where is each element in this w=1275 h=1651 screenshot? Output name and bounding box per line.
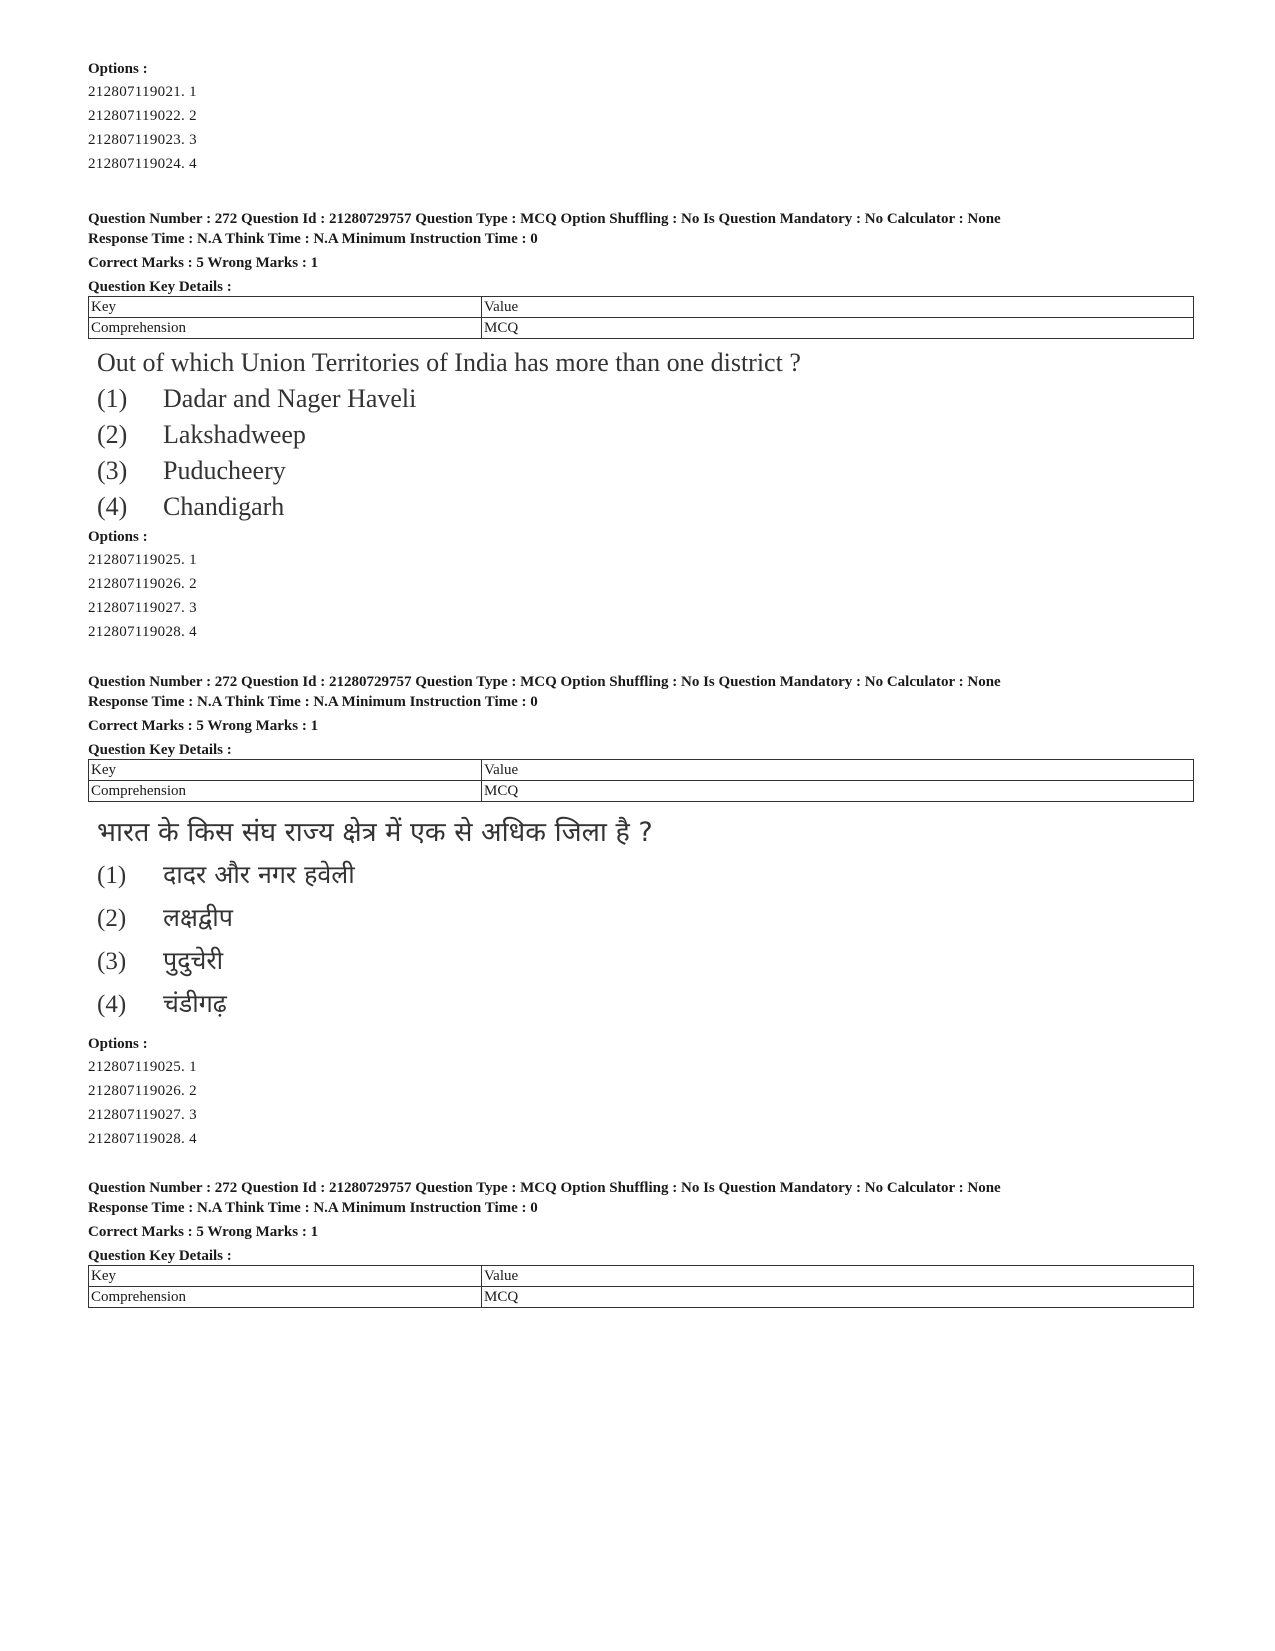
choice-number: (2) [97, 905, 127, 932]
choice-text: Dadar and Nager Haveli [163, 384, 417, 413]
table-header-key: Key [89, 1266, 482, 1287]
choice-item [97, 943, 223, 977]
option-id: 212807119026. 2 [88, 1083, 197, 1099]
table-row [89, 297, 1194, 318]
question-meta [88, 209, 1188, 297]
choice-number: (1) [97, 384, 128, 413]
question-meta-line: Question Number : 272 Question Id : 21280729757 Question Type : MCQ Option Shuffling : No Is Question Mandatory : No Calculator : None [88, 674, 1001, 690]
choice-text: Puducheery [163, 456, 286, 485]
marks-line: Correct Marks : 5 Wrong Marks : 1 [88, 718, 319, 734]
table-cell-value: MCQ [482, 781, 1194, 802]
choice-number: (4) [97, 492, 128, 521]
question-meta-line: Question Number : 272 Question Id : 21280729757 Question Type : MCQ Option Shuffling : No Is Question Mandatory : No Calculator : None [88, 1180, 1001, 1196]
table-cell-key: Comprehension [89, 318, 482, 339]
key-details-label: Question Key Details : [88, 742, 232, 758]
options-label: Options : [88, 1036, 148, 1052]
option-id: 212807119025. 1 [88, 552, 197, 568]
table-cell-value: MCQ [482, 1287, 1194, 1308]
table-row [89, 1266, 1194, 1287]
choice-item [97, 986, 227, 1020]
options-label: Options : [88, 61, 148, 77]
key-value-table [88, 759, 1194, 802]
choice-text: Lakshadweep [163, 420, 306, 449]
options-list [88, 58, 197, 176]
choice-text: दादर और नगर हवेली [163, 860, 355, 889]
choice-item [97, 456, 286, 486]
option-id: 212807119023. 3 [88, 132, 197, 148]
question-text: भारत के किस संघ राज्य क्षेत्र में एक से अधिक जिला है ? [97, 817, 653, 848]
table-row [89, 760, 1194, 781]
options-list [88, 1033, 197, 1151]
table-header-value: Value [482, 297, 1194, 318]
marks-line: Correct Marks : 5 Wrong Marks : 1 [88, 1224, 319, 1240]
option-id: 212807119024. 4 [88, 156, 197, 172]
question-time-line: Response Time : N.A Think Time : N.A Minimum Instruction Time : 0 [88, 694, 538, 710]
table-cell-key: Comprehension [89, 781, 482, 802]
table-row [89, 1287, 1194, 1308]
question-text: Out of which Union Territories of India has more than one district ? [97, 348, 801, 377]
choice-text: Chandigarh [163, 492, 285, 521]
choice-number: (3) [97, 456, 128, 485]
choice-number: (1) [97, 862, 127, 889]
table-header-value: Value [482, 760, 1194, 781]
option-id: 212807119027. 3 [88, 1107, 197, 1123]
key-details-label: Question Key Details : [88, 1248, 232, 1264]
choice-item [97, 384, 416, 414]
table-cell-value: MCQ [482, 318, 1194, 339]
question-meta [88, 1178, 1188, 1266]
table-header-value: Value [482, 1266, 1194, 1287]
marks-line: Correct Marks : 5 Wrong Marks : 1 [88, 255, 319, 271]
choice-text: लक्षद्वीप [163, 903, 233, 932]
option-id: 212807119027. 3 [88, 600, 197, 616]
table-row [89, 318, 1194, 339]
choice-number: (3) [97, 948, 127, 975]
key-value-table [88, 296, 1194, 339]
choice-text: चंडीगढ़ [163, 989, 227, 1018]
options-label: Options : [88, 529, 148, 545]
question-meta [88, 672, 1188, 760]
table-row [89, 781, 1194, 802]
choice-item [97, 857, 355, 891]
option-id: 212807119026. 2 [88, 576, 197, 592]
choice-number: (4) [97, 991, 127, 1018]
table-cell-key: Comprehension [89, 1287, 482, 1308]
option-id: 212807119028. 4 [88, 1131, 197, 1147]
choice-item [97, 492, 284, 522]
choice-text: पुदुचेरी [163, 946, 224, 975]
option-id: 212807119025. 1 [88, 1059, 197, 1075]
key-value-table [88, 1265, 1194, 1308]
question-time-line: Response Time : N.A Think Time : N.A Minimum Instruction Time : 0 [88, 1200, 538, 1216]
options-list [88, 526, 197, 644]
option-id: 212807119022. 2 [88, 108, 197, 124]
question-meta-line: Question Number : 272 Question Id : 2128072975​7 Question Type : MCQ Option Shuffling : No Is Question Mandatory : No Calculator : None [88, 211, 1001, 227]
choice-item [97, 420, 306, 450]
key-details-label: Question Key Details : [88, 279, 232, 295]
choice-item [97, 900, 233, 934]
choice-number: (2) [97, 420, 128, 449]
table-header-key: Key [89, 760, 482, 781]
option-id: 212807119021. 1 [88, 84, 197, 100]
table-header-key: Key [89, 297, 482, 318]
question-time-line: Response Time : N.A Think Time : N.A Minimum Instruction Time : 0 [88, 231, 538, 247]
option-id: 212807119028. 4 [88, 624, 197, 640]
